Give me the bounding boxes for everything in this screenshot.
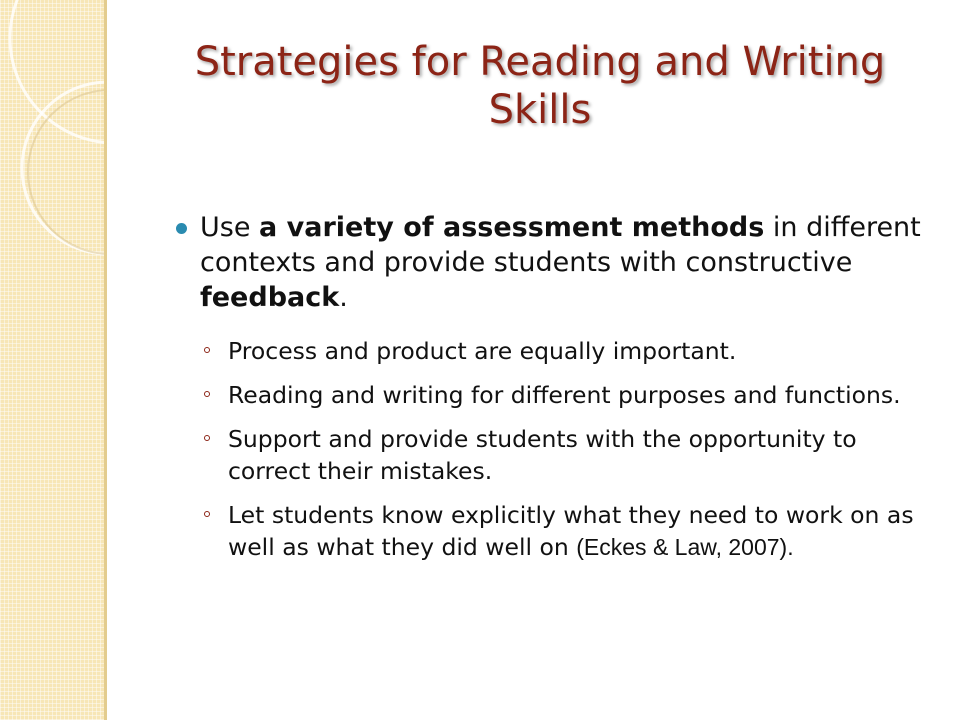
sub-bullet-text: Support and provide students with the opportunity to correct their mistakes. <box>228 425 857 485</box>
slide-content <box>170 210 940 563</box>
citation: (Eckes & Law, 2007). <box>576 534 794 560</box>
slide-title: Strategies for Reading and Writing Skills <box>194 39 886 133</box>
sub-bullet-text: Reading and writing for different purposes and functions. <box>228 381 901 409</box>
sub-bullet-circle-icon <box>204 511 210 517</box>
main-bullet <box>170 210 940 315</box>
sub-bullet <box>170 499 940 563</box>
sidebar-divider <box>104 0 107 720</box>
decorative-ring-large <box>10 0 104 143</box>
main-bullet-lead: Use <box>200 212 251 243</box>
bullet-dot-icon <box>176 223 187 234</box>
sub-bullet <box>170 379 940 411</box>
sub-bullet-circle-icon <box>204 435 210 441</box>
decorative-sidebar <box>0 0 104 720</box>
sub-bullet-text: Process and product are equally important. <box>228 337 737 365</box>
main-bullet-emphasis-methods: a variety of assessment methods <box>259 212 765 243</box>
decorative-ring-icon <box>0 0 104 720</box>
sub-bullet-text: Let students know explicitly what they need to work on as well as what they did well on <box>228 501 914 561</box>
main-bullet-middle: in different contexts and provide students with constructive <box>200 212 921 278</box>
sub-bullet <box>170 423 940 487</box>
sub-bullet <box>170 335 940 367</box>
main-bullet-end: . <box>339 282 348 313</box>
decorative-ring-medium <box>22 82 104 254</box>
sub-bullet-circle-icon <box>204 391 210 397</box>
main-bullet-emphasis-feedback: feedback <box>200 282 340 313</box>
sub-bullet-circle-icon <box>204 347 210 353</box>
